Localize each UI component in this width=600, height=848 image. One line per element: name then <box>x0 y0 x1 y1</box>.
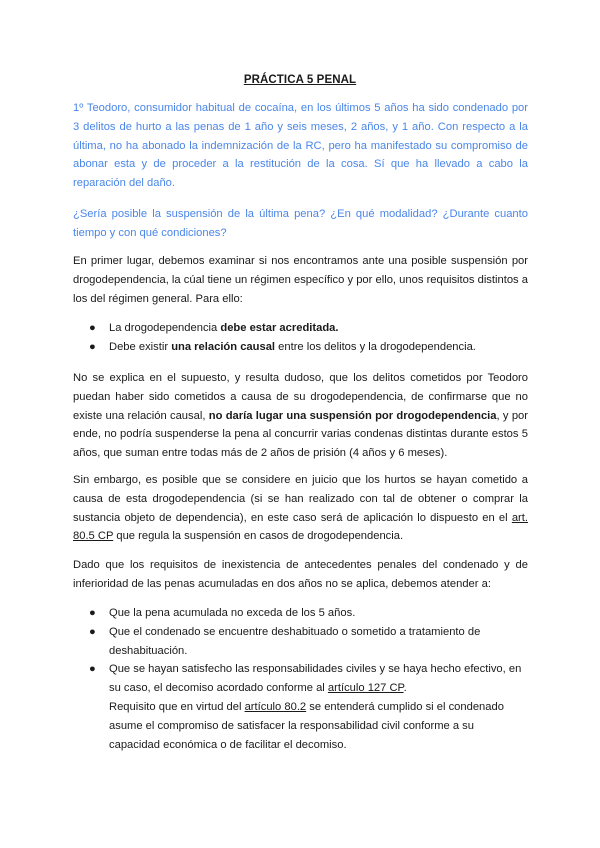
article-80-5-link[interactable]: art. 80.5 CP <box>73 511 528 543</box>
bullet-icon: ● <box>89 340 96 353</box>
list-item: ● Que el condenado se encuentre deshabituado o sometido a tratamiento de deshabituación. <box>73 623 528 661</box>
conditions-intro: Dado que los requisitos de inexistencia de antecedentes penales del condenado y de inferioridad de las penas acumuladas en dos años no se aplica, debemos atender a: <box>73 559 528 590</box>
bullet-icon: ● <box>89 322 96 334</box>
bullet-icon: ● <box>89 625 96 638</box>
bullet-icon: ● <box>89 607 96 619</box>
requirements-list <box>73 319 528 357</box>
analysis-paragraph: No se explica en el supuesto, y resulta dudoso, que los delitos cometidos por Teodoro puedan haber sido cometidos a causa de su drogodependencia, de confirmarse que no existe una relación causal, no daría lugar una suspensión por drogodependencia, y por ende, no podría suspenderse la pena al concurrir varias condenas distintas durante estos 5 años, que suman entre todas más de 2 años de prisión (4 años y 6 meses). <box>73 372 529 460</box>
conditions-list <box>73 604 528 754</box>
page-title: PRÁCTICA 5 PENAL <box>243 74 357 86</box>
article-80-2-link[interactable]: artículo 80.2 <box>244 700 307 713</box>
list-item: ● Debe existir una relación causal entre los delitos y la drogodependencia. <box>73 338 528 357</box>
case-statement: 1º Teodoro, consumidor habitual de cocaína, en los últimos 5 años ha sido condenado por 3 delitos de hurto a las penas de 1 año y seis meses, 2 años, y 1 año. Con respecto a la última, no ha abonado la indemnización de la RC, pero ha manifestado su compromiso de abonar esta y de proceder a la restitución de la cosa. Sí que ha llevado a cabo la reparación del daño. <box>73 102 528 190</box>
list-item: ● La drogodependencia debe estar acreditada. <box>73 319 528 338</box>
article-127-link[interactable]: artículo 127 CP <box>327 682 404 695</box>
list-item: ● Que la pena acumulada no exceda de los 5 años. <box>73 604 528 623</box>
bullet-icon: ● <box>89 663 96 676</box>
case-question: ¿Sería posible la suspensión de la última pena? ¿En qué modalidad? ¿Durante cuanto tiempo y con qué condiciones? <box>73 208 528 239</box>
intro-paragraph: En primer lugar, debemos examinar si nos encontramos ante una posible suspensión por drogodependencia, la cúal tiene un régimen específico y por ello, unos requisitos distintos a los del régimen general. Para ello: <box>73 255 528 305</box>
alternative-paragraph: Sin embargo, es posible que se considere en juicio que los hurtos se hayan cometido a causa de esta drogodependencia (si se han realizado con tal de obtener o comprar la sustancia objeto de dependencia), en este caso será de aplicación lo dispuesto en el art. 80.5 CP que regula la suspensión en casos de drogodependencia. <box>73 474 528 543</box>
list-item: ● Que se hayan satisfecho las responsabilidades civiles y se haya hecho efectivo, en su caso, el decomiso acordado conforme al artículo 127 CP. Requisito que en virtud del artículo 80.2 se entenderá cumplido si el condenado asume el compromiso de satisfacer la responsabilidad civil conforme a su capacidad económica o de facilitar el decomiso. <box>73 660 528 754</box>
